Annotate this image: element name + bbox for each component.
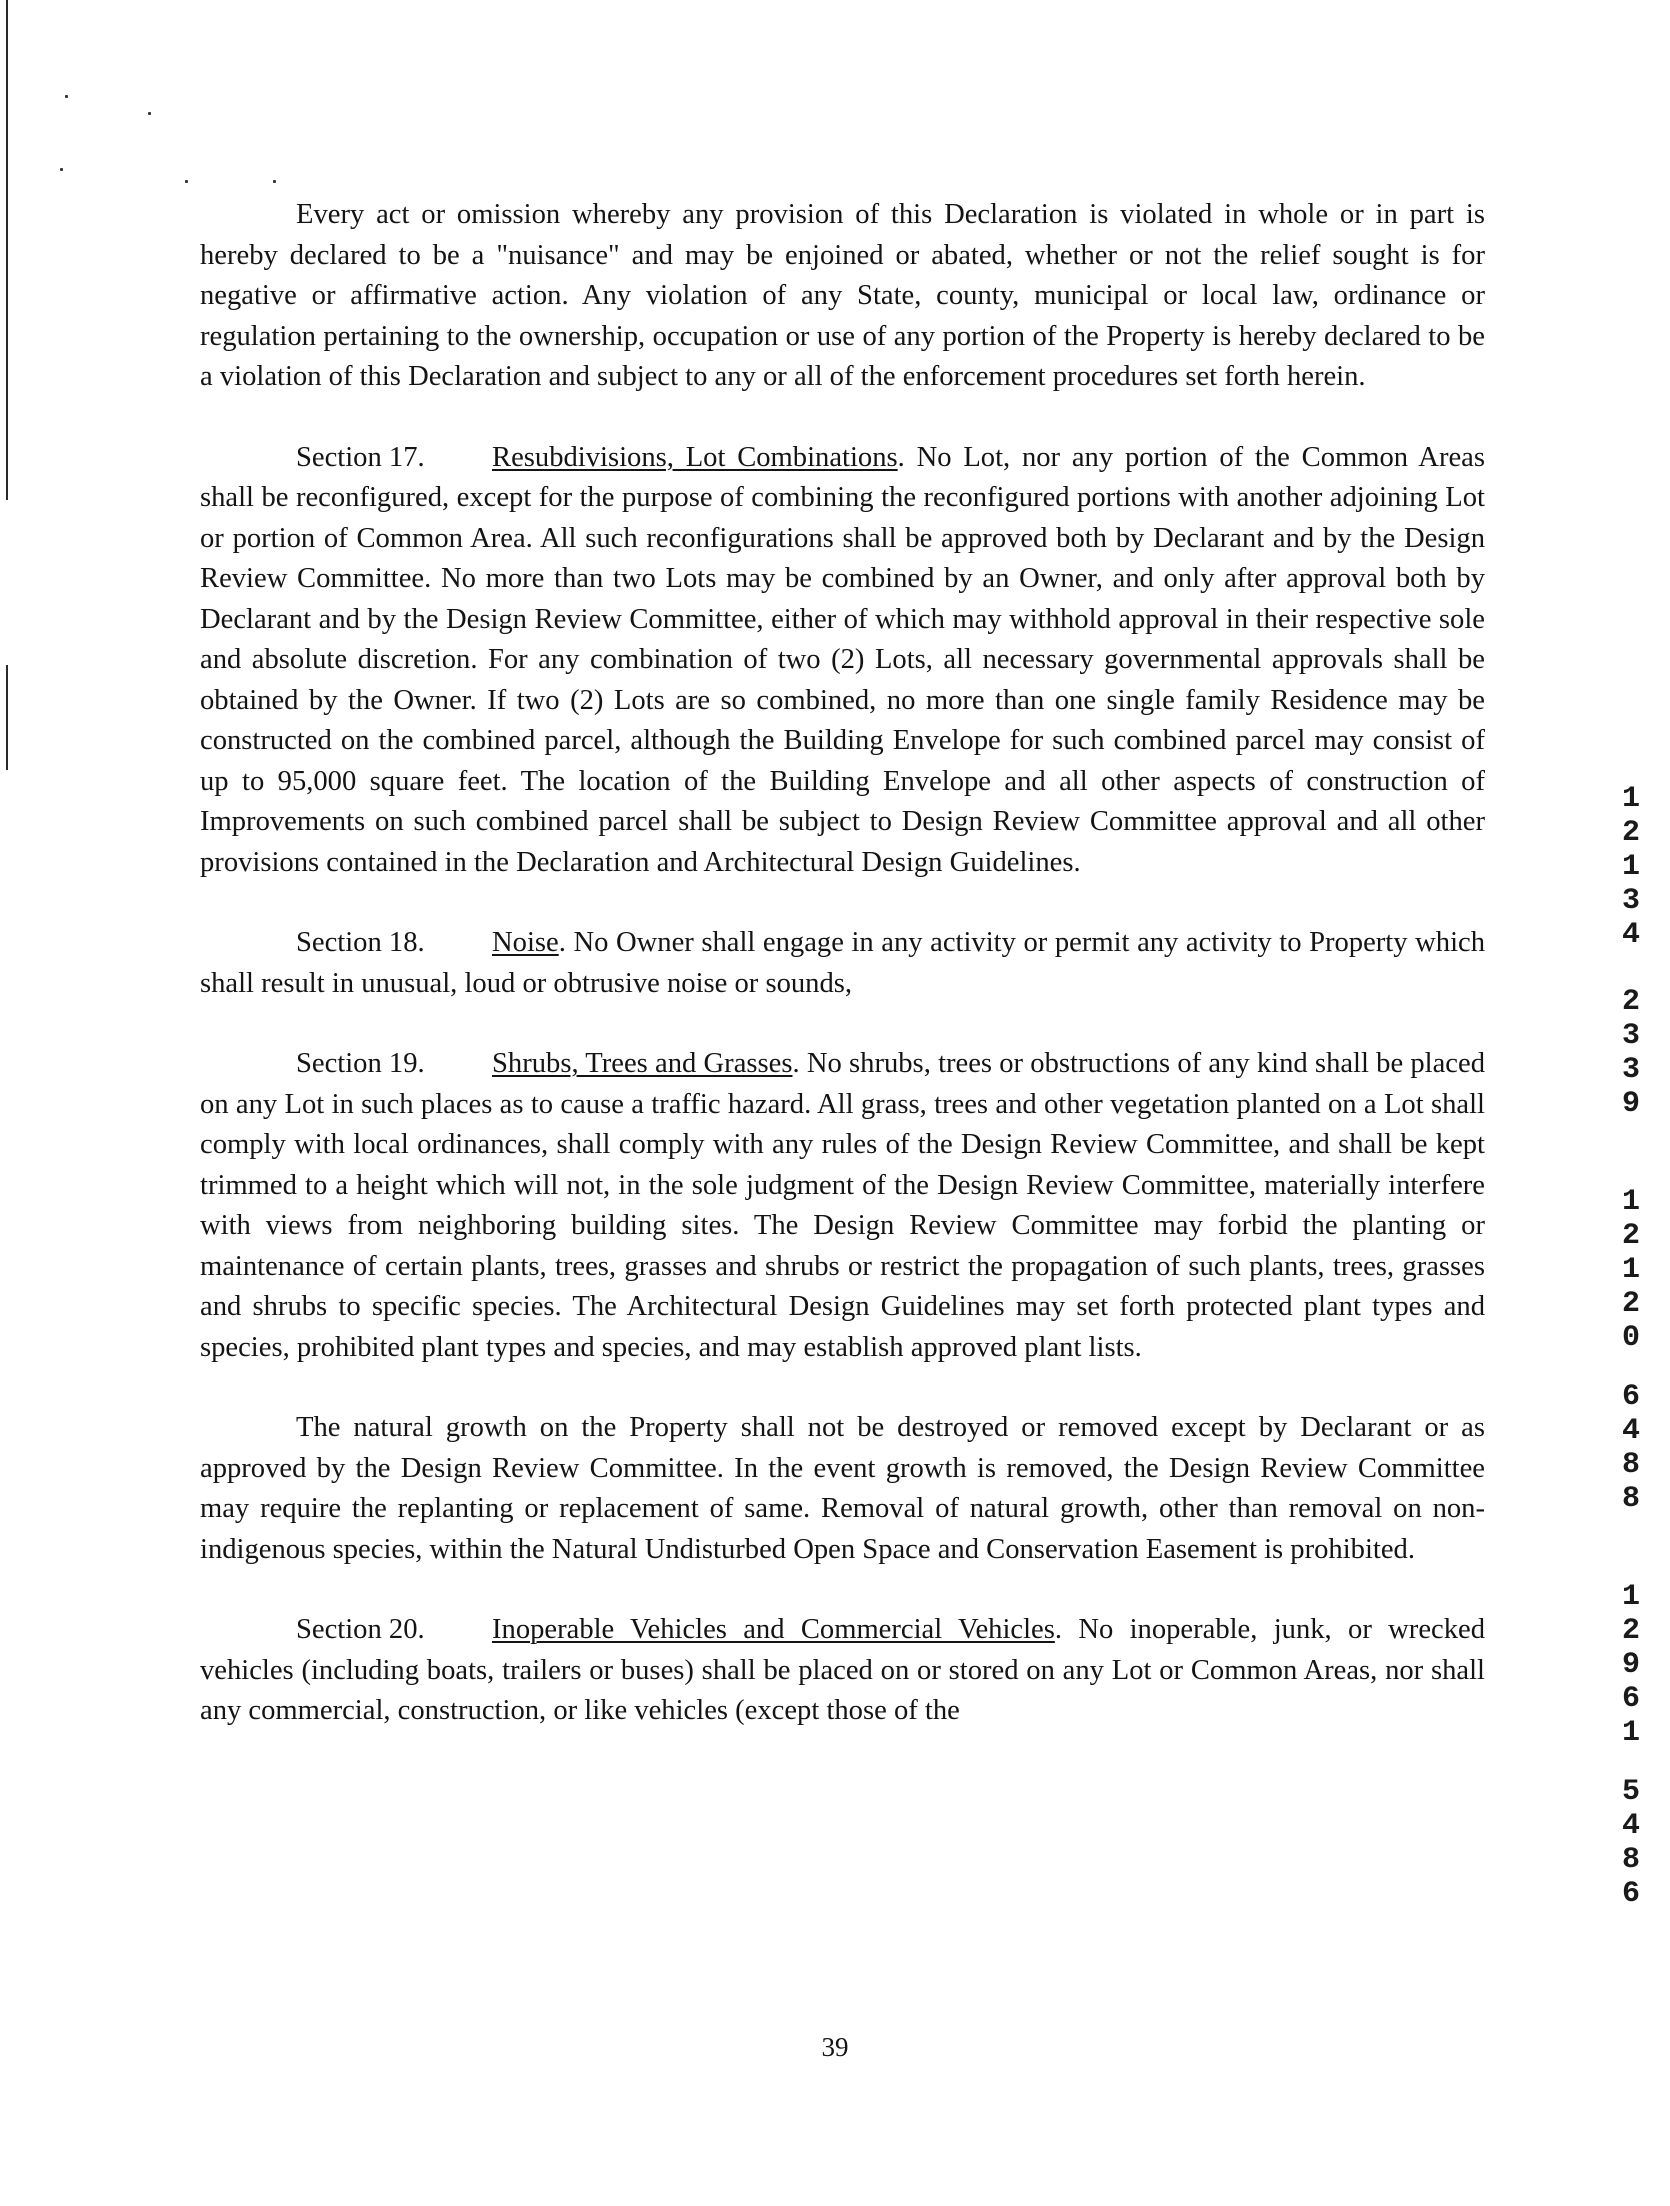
paragraph-nuisance [200,195,1485,398]
stamp-digit: 2 [1621,985,1640,1019]
section-title-period: . [558,927,566,958]
page-number: 39 [821,2032,849,2062]
stamp-digit: 6 [1621,1682,1640,1716]
section-title: Inoperable Vehicles and Commercial Vehicles [492,1614,1055,1645]
section-number: Section 19. [296,1048,425,1079]
section-title-period: . [792,1048,800,1079]
stamp-digit: 8 [1621,1843,1640,1877]
stamp-digit: 4 [1621,918,1640,952]
stamp-digit: 2 [1621,1219,1640,1253]
section-text: No Lot, nor any portion of the Common Areas shall be reconfigured, except for the purpose of combining the reconfigured portions with another adjoining Lot or portion of Common Area. All such reconfigurations shall be approved both by Declarant and by the Design Review Committee. No more than two Lots may be combined by an Owner, and only after approval both by Declarant and by the Design Review Committee, either of which may withhold approval in their respective sole and absolute discretion. For any combination of two (2) Lots, all necessary governmental approvals shall be obtained by the Owner. If two (2) Lots are so combined, no more than one single family Residence may be constructed on the combined parcel, although the Building Envelope for such combined parcel may consist of up to 95,000 square feet. The location of the Building Envelope and all other aspects of construction of Improvements on such combined parcel shall be subject to Design Review Committee approval and all other provisions contained in the Declaration and Architectural Design Guidelines. [200,441,1485,878]
stamp-digit: 6 [1621,1877,1640,1911]
stamp-digit: 5 [1621,1775,1640,1809]
section-number: Section 20. [296,1614,425,1645]
stamp-digit: 1 [1621,782,1640,816]
stamp-digit: 8 [1621,1448,1640,1482]
paragraph-text: Every act or omission whereby any provision of this Declaration is violated in whole or in part is hereby declared to be a "nuisance" and may be enjoined or abated, whether or not the relief sought is for negative or affirmative action. Any violation of any State, county, municipal or local law, ordinance or regulation pertaining to the ownership, occupation or use of any portion of the Property is hereby declared to be a violation of this Declaration and subject to any or all of the enforcement procedures set forth herein. [200,199,1485,392]
stamp-digit: 2 [1621,1614,1640,1648]
section-20 [200,1610,1485,1732]
stamp-digit: 6 [1621,1380,1640,1414]
section-text: No shrubs, trees or obstructions of any kind shall be placed on any Lot in such places as to cause a traffic hazard. All grass, trees and other vegetation planted on a Lot shall comply with local ordinances, shall comply with any rules of the Design Review Committee, and shall be kept trimmed to a height which will not, in the sole judgment of the Design Review Committee, materially interfere with views from neighboring building sites. The Design Review Committee may forbid the planting or maintenance of certain plants, trees, grasses and shrubs or restrict the propagation of such plants, trees, grasses and shrubs to specific species. The Architectural Design Guidelines may set forth protected plant types and species, prohibited plant types and species, and may establish approved plant lists. [200,1048,1485,1363]
stamp-digit: 8 [1621,1482,1640,1516]
recording-stamp-group [1611,1775,1651,1911]
paragraph-text: The natural growth on the Property shall not be destroyed or removed except by Declarant or as approved by the Design Review Committee. In the event growth is removed, the Design Review Committee may require the replanting or replacement of same. Removal of natural growth, other than removal on non-indigenous species, within the Natural Undisturbed Open Space and Conservation Easement is prohibited. [200,1412,1485,1565]
stamp-digit: 1 [1621,1253,1640,1287]
stamp-digit: 3 [1621,884,1640,918]
stamp-digit: 2 [1621,816,1640,850]
scan-speck [185,180,188,183]
stamp-digit: 4 [1621,1414,1640,1448]
section-text: No Owner shall engage in any activity or permit any activity to Property which shall result in unusual, loud or obtrusive noise or sounds, [200,927,1485,999]
section-18 [200,923,1485,1004]
scan-speck [148,112,151,115]
paragraph-natural-growth [200,1408,1485,1570]
stamp-digit: 3 [1621,1053,1640,1087]
scan-edge-line [6,0,8,500]
scan-speck [65,95,68,98]
stamp-digit: 3 [1621,1019,1640,1053]
section-number: Section 17. [296,441,425,473]
scan-edge-line [6,665,8,770]
section-number: Section 18. [296,927,425,958]
scan-speck [273,180,276,183]
stamp-digit: 2 [1621,1287,1640,1321]
document-body [200,195,1485,1772]
recording-stamp-group [1611,1580,1651,1750]
stamp-digit: 1 [1621,1185,1640,1219]
section-title: Noise [492,927,559,958]
recording-stamp-group [1611,782,1651,952]
stamp-digit: 1 [1621,1580,1640,1614]
recording-stamp-group [1611,1185,1651,1355]
section-17 [200,438,1485,884]
recording-stamp-group [1611,985,1651,1121]
stamp-digit: 1 [1621,1716,1640,1750]
section-title: Resubdivisions, Lot Combinations [492,441,898,473]
stamp-digit: 9 [1621,1648,1640,1682]
stamp-digit: 0 [1621,1321,1640,1355]
section-title-period: . [897,441,905,473]
section-title-period: . [1054,1614,1062,1645]
stamp-digit: 4 [1621,1809,1640,1843]
scan-speck [60,168,63,171]
stamp-digit: 9 [1621,1087,1640,1121]
section-19 [200,1044,1485,1368]
section-text: No inoperable, junk, or wrecked vehicles (including boats, trailers or buses) shall be placed on or stored on any Lot or Common Areas, nor shall any commercial, construction, or like vehicles (except those of the [200,1614,1485,1726]
section-title: Shrubs, Trees and Grasses [492,1048,793,1079]
stamp-digit: 1 [1621,850,1640,884]
recording-stamp-group [1611,1380,1651,1516]
